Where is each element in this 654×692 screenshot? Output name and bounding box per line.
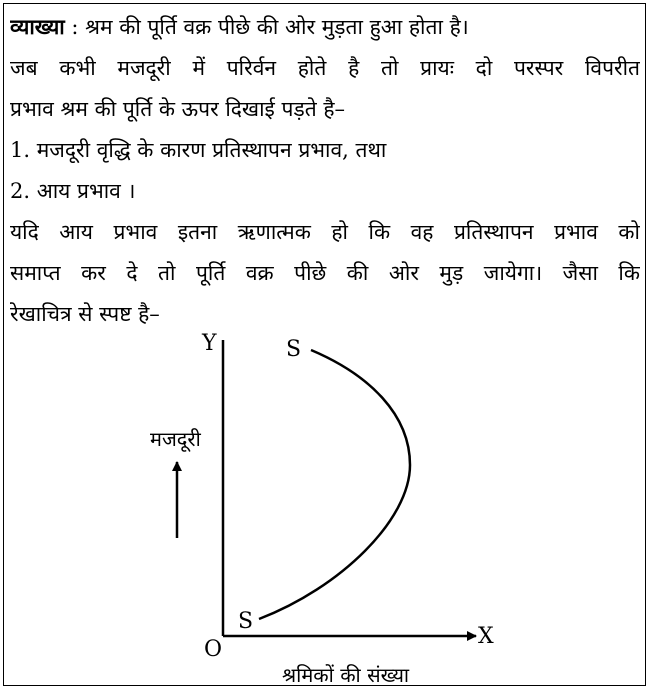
text-line-8: रेखाचित्र से स्पष्ट है– [10, 302, 160, 326]
text-line-5: 2. आय प्रभाव । [10, 179, 136, 203]
curve-top-label: S [286, 337, 302, 362]
curve-bottom-label: S [238, 609, 254, 634]
x-caption: श्रमिकों की संख्या [282, 663, 410, 687]
heading: व्याख्या [10, 14, 65, 39]
supply-curve [259, 350, 410, 619]
heading-rest: : श्रम की पूर्ति वक्र पीछे की ओर मुड़ता हुआ होता है। [64, 15, 469, 39]
origin-label: O [204, 637, 223, 662]
text-line-6: यदि आय प्रभाव इतना ऋणात्मक हो कि वह प्रतिस्थापन प्रभाव को [10, 220, 640, 244]
wage-label: मजदूरी [150, 427, 201, 451]
text-line-4: 1. मजदूरी वृद्धि के कारण प्रतिस्थापन प्रभाव, तथा [10, 138, 387, 162]
y-axis-label: Y [202, 331, 217, 356]
x-axis-label: X [478, 624, 494, 649]
text-line-2: जब कभी मजदूरी में परिर्वन होते है तो प्रायः दो परस्पर विपरीत [10, 56, 640, 80]
text-line-3: प्रभाव श्रम की पूर्ति के ऊपर दिखाई पड़ते है– [10, 97, 345, 121]
text-line-7: समाप्त कर दे तो पूर्ति वक्र पीछे की ओर मुड़ जायेगा। जैसा कि [10, 261, 640, 285]
